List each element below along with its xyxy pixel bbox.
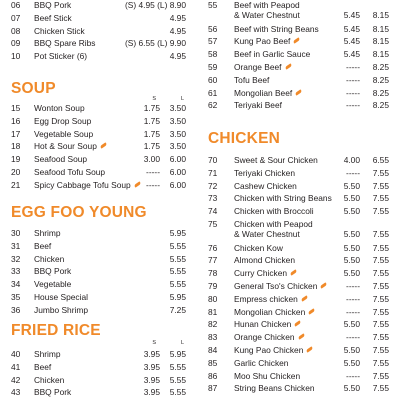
item-number: 15 — [11, 103, 21, 113]
item-name: Shrimp — [34, 228, 61, 238]
price-large: 8.15 — [372, 23, 389, 34]
item-name: Teriyaki Beef — [234, 100, 282, 111]
item-name: Moo Shu Chicken — [234, 370, 301, 381]
price-small: 3.95 — [143, 361, 160, 372]
price-large: 7.55 — [372, 180, 389, 191]
price-large: 7.55 — [372, 293, 389, 304]
price-large: 7.55 — [372, 255, 389, 266]
price-small: ----- — [346, 306, 360, 317]
item-name: Chicken — [34, 374, 65, 385]
section-heading: CHICKEN — [208, 130, 281, 147]
size-label-large: L — [180, 340, 184, 346]
price-large: 6.00 — [169, 167, 186, 177]
price-small: 5.50 — [343, 242, 360, 253]
spicy-pepper-icon — [308, 308, 315, 314]
price-small: ----- — [346, 100, 360, 111]
spicy-pepper-icon — [294, 321, 301, 327]
item-name: Chicken Stick — [34, 25, 85, 36]
item-number: 33 — [11, 266, 21, 277]
item-name-line2: & Water Chestnut — [234, 229, 300, 239]
item-number: 62 — [208, 100, 218, 111]
item-price: 5.55 — [169, 240, 186, 251]
item-name: BBQ Pork — [34, 0, 72, 10]
price-small: 5.45 — [343, 23, 360, 34]
item-name: String Beans Chicken — [234, 383, 315, 394]
price-large: 3.50 — [169, 103, 186, 113]
price-small: 5.50 — [343, 268, 360, 279]
item-number: 19 — [11, 154, 21, 165]
price-small: 5.50 — [343, 255, 360, 266]
price-large: 5.55 — [169, 374, 186, 385]
item-number: 57 — [208, 36, 218, 47]
price-large: 7.55 — [372, 306, 389, 317]
item-number: 83 — [208, 332, 218, 343]
item-number: 20 — [11, 167, 21, 177]
price-large: 7.55 — [372, 229, 389, 239]
item-price: 5.55 — [169, 266, 186, 277]
price-small: 5.50 — [343, 383, 360, 394]
item-number: 81 — [208, 306, 218, 317]
item-name: Chicken — [34, 253, 65, 264]
price-large: 5.95 — [169, 349, 186, 359]
price-large: 7.55 — [372, 281, 389, 292]
item-name: Seafood Soup — [34, 154, 88, 165]
item-number: 87 — [208, 383, 218, 394]
item-name: BBQ Pork — [34, 266, 72, 277]
price-large: 7.55 — [372, 332, 389, 343]
spicy-pepper-icon — [134, 181, 141, 187]
item-name: Teriyaki Chicken — [234, 167, 295, 178]
item-name: Vegetable — [34, 279, 72, 290]
price-small: 3.95 — [143, 374, 160, 385]
item-name: Beef in Garlic Sauce — [234, 49, 311, 60]
item-name: Garlic Chicken — [234, 357, 289, 368]
item-number: 34 — [11, 279, 21, 290]
item-name: Almond Chicken — [234, 255, 295, 266]
spicy-pepper-icon — [301, 295, 308, 301]
spicy-pepper-icon — [293, 38, 300, 44]
item-number: 58 — [208, 49, 218, 60]
item-name-line2: & Water Chestnut — [234, 10, 300, 20]
price-small: ----- — [346, 293, 360, 304]
item-number: 70 — [208, 155, 218, 165]
item-name: Cashew Chicken — [234, 180, 297, 191]
item-number: 71 — [208, 167, 218, 178]
price-large: 7.55 — [372, 268, 389, 279]
item-number: 56 — [208, 23, 218, 34]
item-name: Hot & Sour Soup — [34, 141, 97, 152]
spicy-pepper-icon — [100, 143, 107, 149]
price-large: 7.55 — [372, 206, 389, 217]
item-number: 42 — [11, 374, 21, 385]
price-large: 7.55 — [372, 242, 389, 253]
price-small: 3.95 — [143, 349, 160, 359]
item-price: 5.55 — [169, 279, 186, 290]
price-small: 5.50 — [343, 180, 360, 191]
item-number: 60 — [208, 74, 218, 85]
price-large: 5.55 — [169, 361, 186, 372]
size-label-small: S — [152, 340, 156, 346]
item-name: Hunan Chicken — [234, 319, 292, 330]
item-name: Mongolian Beef — [234, 87, 293, 98]
item-name: BBQ Spare Ribs — [34, 38, 96, 49]
price-large: 7.55 — [372, 345, 389, 356]
item-number: 84 — [208, 345, 218, 356]
item-name: Spicy Cabbage Tofu Soup — [34, 179, 131, 190]
item-number: 55 — [208, 0, 218, 10]
price-large: 7.55 — [372, 193, 389, 204]
item-name: Shrimp — [34, 349, 61, 359]
price-small: 4.00 — [343, 155, 360, 165]
item-name: Curry Chicken — [234, 268, 288, 279]
price-small: ----- — [346, 167, 360, 178]
item-price: 4.95 — [169, 25, 186, 36]
price-small: 5.50 — [343, 319, 360, 330]
price-large: 6.00 — [169, 179, 186, 190]
price-large: 8.15 — [372, 49, 389, 60]
item-number: 78 — [208, 268, 218, 279]
spicy-pepper-icon — [295, 89, 302, 95]
size-label-small: S — [152, 96, 156, 102]
item-number: 59 — [208, 62, 218, 73]
item-name: Vegetable Soup — [34, 128, 94, 139]
item-number: 35 — [11, 292, 21, 302]
item-number: 75 — [208, 219, 218, 229]
price-small: 5.45 — [343, 49, 360, 60]
item-name: Beef with Peapod — [234, 0, 300, 10]
item-price: 5.95 — [169, 228, 186, 238]
price-large: 3.50 — [169, 128, 186, 139]
item-name: Kung Pao Chicken — [234, 345, 304, 356]
price-large: 8.25 — [372, 74, 389, 85]
item-number: 40 — [11, 349, 21, 359]
price-large: 7.55 — [372, 319, 389, 330]
price-small: 3.00 — [143, 154, 160, 165]
item-name: Seafood Tofu Soup — [34, 167, 106, 177]
price-small: 5.50 — [343, 229, 360, 239]
price-large: 7.55 — [372, 383, 389, 394]
price-large: 8.15 — [372, 36, 389, 47]
item-number: 30 — [11, 228, 21, 238]
item-number: 07 — [11, 12, 21, 23]
price-large: 3.50 — [169, 115, 186, 126]
item-number: 21 — [11, 179, 21, 190]
price-small: ----- — [346, 87, 360, 98]
item-number: 41 — [11, 361, 21, 372]
price-small: 1.75 — [143, 103, 160, 113]
price-small: ----- — [346, 332, 360, 343]
item-name: Beef — [34, 361, 52, 372]
item-price: (S) 4.95 (L) 8.90 — [125, 0, 186, 10]
item-number: 43 — [11, 387, 21, 398]
price-large: 7.55 — [372, 357, 389, 368]
item-number: 73 — [208, 193, 218, 204]
price-large: 8.25 — [372, 87, 389, 98]
item-price: 7.25 — [169, 304, 186, 315]
item-number: 31 — [11, 240, 21, 251]
section-heading: FRIED RICE — [11, 322, 101, 339]
item-name: Jumbo Shrimp — [34, 304, 88, 315]
item-number: 82 — [208, 319, 218, 330]
item-number: 18 — [11, 141, 21, 152]
price-small: 5.50 — [343, 345, 360, 356]
price-small: 5.45 — [343, 36, 360, 47]
item-name: Orange Beef — [234, 62, 282, 73]
price-small: ----- — [346, 74, 360, 85]
item-price: 4.95 — [169, 12, 186, 23]
item-name: Beef with String Beans — [234, 23, 319, 34]
price-small: 3.95 — [143, 387, 160, 398]
item-number: 72 — [208, 180, 218, 191]
section-heading: EGG FOO YOUNG — [11, 204, 147, 221]
spicy-pepper-icon — [285, 63, 292, 69]
item-name: Pot Sticker (6) — [34, 51, 88, 62]
spicy-pepper-icon — [298, 334, 305, 340]
item-number: 61 — [208, 87, 218, 98]
item-name: Chicken with String Beans — [234, 193, 332, 204]
item-number: 76 — [208, 242, 218, 253]
item-number: 09 — [11, 38, 21, 49]
spicy-pepper-icon — [320, 282, 327, 288]
item-number: 74 — [208, 206, 218, 217]
item-price: 5.55 — [169, 253, 186, 264]
item-number: 10 — [11, 51, 21, 62]
item-number: 06 — [11, 0, 21, 10]
item-price: (S) 6.55 (L) 9.90 — [125, 38, 186, 49]
price-large: 5.55 — [169, 387, 186, 398]
item-name: Mongolian Chicken — [234, 306, 306, 317]
item-number: 32 — [11, 253, 21, 264]
item-number: 80 — [208, 293, 218, 304]
price-small: 1.75 — [143, 128, 160, 139]
item-number: 16 — [11, 115, 21, 126]
price-small: ----- — [146, 179, 160, 190]
menu-right-column — [208, 0, 400, 400]
price-large: 3.50 — [169, 141, 186, 152]
item-name: Chicken Kow — [234, 242, 283, 253]
price-small: 5.50 — [343, 193, 360, 204]
price-small: ----- — [346, 62, 360, 73]
item-name: BBQ Pork — [34, 387, 72, 398]
item-name: Beef Stick — [34, 12, 72, 23]
item-number: 85 — [208, 357, 218, 368]
price-large: 8.25 — [372, 62, 389, 73]
item-name: General Tso's Chicken — [234, 281, 318, 292]
item-name: Chicken with Broccoli — [234, 206, 314, 217]
item-price: 5.95 — [169, 292, 186, 302]
item-number: 36 — [11, 304, 21, 315]
item-number: 79 — [208, 281, 218, 292]
item-number: 86 — [208, 370, 218, 381]
price-small: ----- — [346, 370, 360, 381]
price-large: 8.15 — [372, 10, 389, 20]
price-small: 5.45 — [343, 10, 360, 20]
price-small: ----- — [146, 167, 160, 177]
price-large: 6.00 — [169, 154, 186, 165]
price-small: ----- — [346, 281, 360, 292]
price-small: 1.75 — [143, 115, 160, 126]
spicy-pepper-icon — [306, 346, 313, 352]
item-name: Chicken with Peapod — [234, 219, 313, 229]
item-number: 77 — [208, 255, 218, 266]
spicy-pepper-icon — [290, 270, 297, 276]
item-name: Beef — [34, 240, 52, 251]
item-name: Tofu Beef — [234, 74, 270, 85]
price-large: 7.55 — [372, 370, 389, 381]
price-small: 1.75 — [143, 141, 160, 152]
price-small: 5.50 — [343, 206, 360, 217]
item-name: Wonton Soup — [34, 103, 85, 113]
item-name: Sweet & Sour Chicken — [234, 155, 318, 165]
item-name: Kung Pao Beef — [234, 36, 291, 47]
item-price: 4.95 — [169, 51, 186, 62]
section-heading: SOUP — [11, 80, 56, 97]
item-number: 17 — [11, 128, 21, 139]
item-name: House Special — [34, 292, 89, 302]
item-name: Orange Chicken — [234, 332, 295, 343]
size-label-large: L — [180, 96, 184, 102]
menu-left-column — [0, 0, 194, 400]
item-name: Egg Drop Soup — [34, 115, 92, 126]
item-number: 08 — [11, 25, 21, 36]
price-large: 8.25 — [372, 100, 389, 111]
item-name: Empress chicken — [234, 293, 298, 304]
price-large: 7.55 — [372, 167, 389, 178]
price-small: 5.50 — [343, 357, 360, 368]
price-large: 6.55 — [372, 155, 389, 165]
